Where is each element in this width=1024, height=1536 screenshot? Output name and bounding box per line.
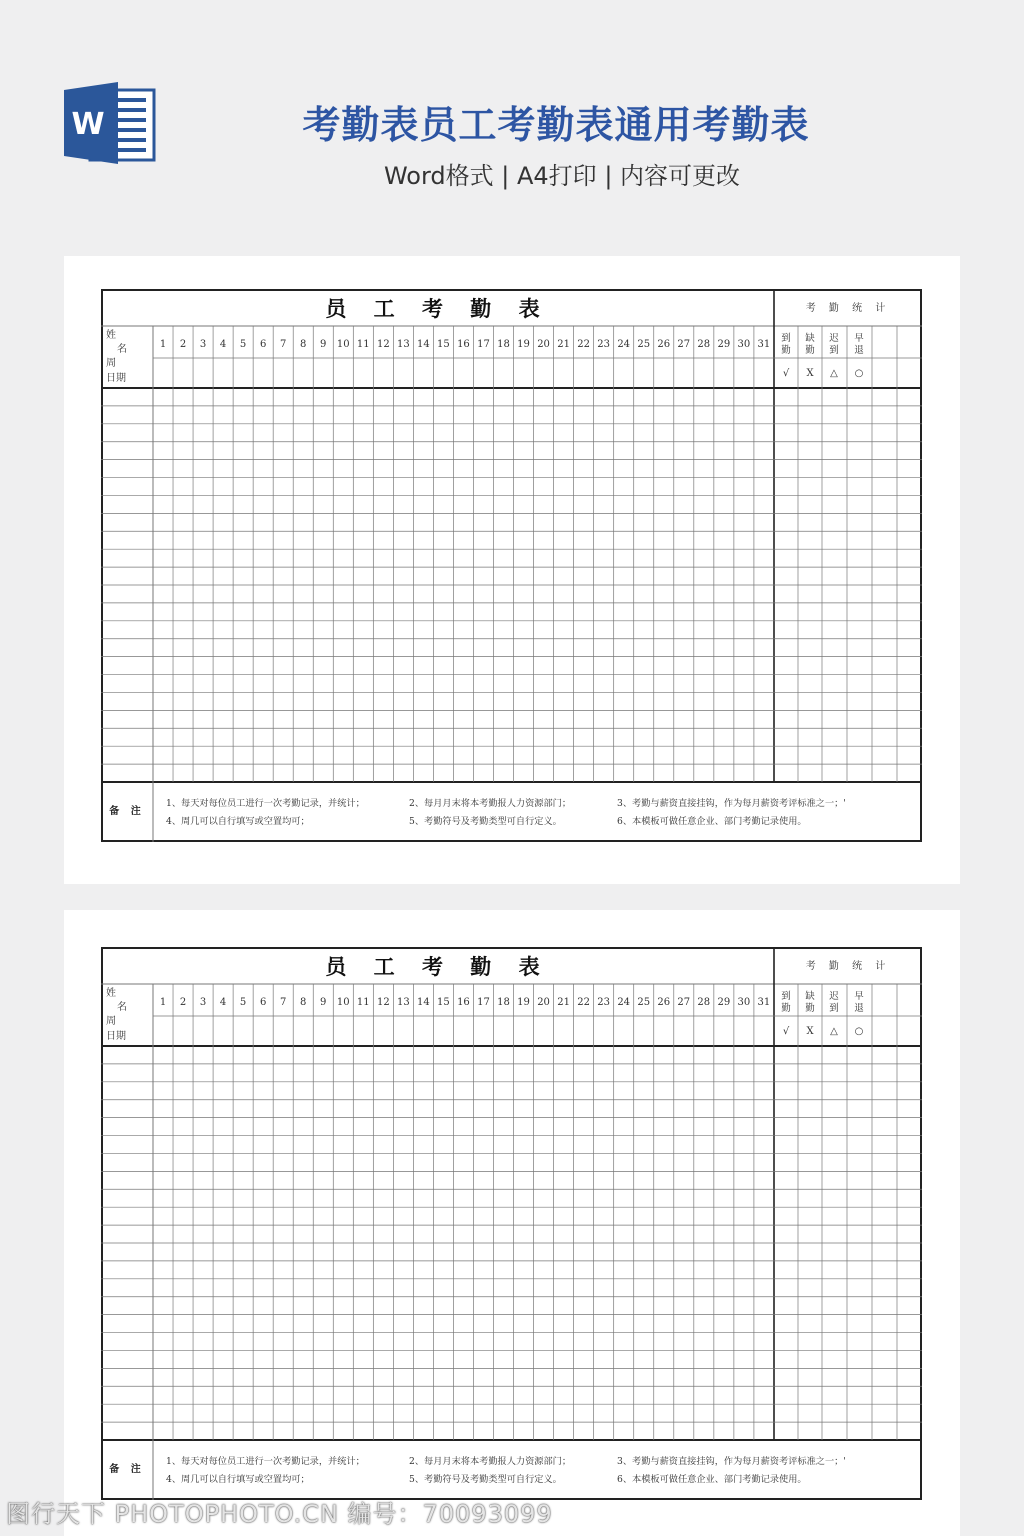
day-number: 4	[219, 339, 227, 350]
day-number: 30	[737, 997, 751, 1008]
day-number: 8	[300, 997, 307, 1008]
week-label: 周	[106, 358, 116, 369]
day-number: 20	[537, 997, 550, 1008]
word-icon-letter: W	[71, 107, 105, 142]
stat-symbol: ○	[854, 368, 864, 379]
day-number: 13	[396, 997, 410, 1008]
day-number: 26	[657, 997, 671, 1008]
name-label: 姓	[106, 988, 116, 999]
day-number: 25	[637, 997, 651, 1008]
day-number: 14	[417, 997, 430, 1008]
stat-column-label: 早 退	[854, 991, 864, 1014]
page-title: 考勤表员工考勤表通用考勤表	[302, 103, 810, 147]
stat-column-label: 迟 到	[829, 991, 839, 1014]
day-number: 22	[577, 339, 590, 350]
day-number: 20	[537, 339, 550, 350]
day-number: 1	[159, 997, 167, 1008]
day-number: 19	[517, 997, 530, 1008]
day-number: 7	[279, 339, 287, 350]
notes-label: 备 注	[109, 806, 145, 817]
stats-title: 考 勤 统 计	[805, 961, 891, 972]
note-item: 5、考勤符号及考勤类型可自行定义。	[409, 816, 562, 827]
stat-symbol: √	[782, 368, 790, 379]
name-label: 姓	[106, 330, 116, 341]
watermark: 图行天下 PHOTOPHOTO.CN 编号：70093099	[6, 1500, 553, 1528]
day-number: 29	[717, 997, 731, 1008]
day-number: 23	[597, 339, 611, 350]
day-number: 2	[179, 997, 187, 1008]
stat-column-label: 早 退	[854, 333, 864, 356]
day-number: 1	[159, 339, 167, 350]
day-number: 24	[617, 339, 631, 350]
day-number: 28	[697, 339, 711, 350]
name-label-2: 名	[117, 344, 127, 355]
stat-symbol: △	[830, 1026, 838, 1037]
day-number: 16	[457, 997, 470, 1008]
day-number: 18	[497, 997, 510, 1008]
day-number: 12	[376, 997, 390, 1008]
note-item: 5、考勤符号及考勤类型可自行定义。	[409, 1474, 562, 1485]
day-number: 29	[717, 339, 731, 350]
stat-symbol: X	[806, 368, 814, 379]
day-number: 15	[437, 997, 450, 1008]
stats-title: 考 勤 统 计	[805, 303, 891, 314]
day-number: 10	[336, 339, 350, 350]
form-title: 员 工 考 勤 表	[325, 955, 550, 979]
name-label-2: 名	[117, 1002, 127, 1013]
note-item: 3、考勤与薪资直接挂钩，作为每月薪资考评标准之一；'	[617, 798, 846, 809]
day-number: 25	[637, 339, 651, 350]
day-number: 19	[517, 339, 530, 350]
day-number: 16	[457, 339, 470, 350]
day-number: 10	[336, 997, 350, 1008]
day-number: 9	[320, 997, 327, 1008]
note-item: 1、每天对每位员工进行一次考勤记录，并统计；	[166, 798, 365, 809]
date-label: 日期	[106, 373, 126, 384]
notes-label: 备 注	[109, 1464, 145, 1475]
page-subtitle: Word格式 | A4打印 | 内容可更改	[383, 162, 741, 190]
stat-column-label: 迟 到	[829, 333, 839, 356]
day-number: 27	[677, 997, 691, 1008]
attendance-sheet-preview-2	[64, 910, 960, 1536]
stat-column-label: 到 勤	[781, 991, 791, 1014]
attendance-form	[101, 289, 922, 842]
day-number: 15	[437, 339, 450, 350]
day-number: 13	[396, 339, 410, 350]
day-number: 27	[677, 339, 691, 350]
form-title: 员 工 考 勤 表	[325, 297, 550, 321]
day-number: 6	[259, 339, 267, 350]
day-number: 2	[179, 339, 187, 350]
day-number: 30	[737, 339, 751, 350]
stat-column-label: 缺 勤	[805, 333, 815, 356]
note-item: 1、每天对每位员工进行一次考勤记录，并统计；	[166, 1456, 365, 1467]
day-number: 5	[239, 339, 247, 350]
day-number: 31	[757, 997, 771, 1008]
note-item: 2、每月月末将本考勤报人力资源部门；	[409, 798, 572, 809]
stat-symbol: X	[806, 1026, 814, 1037]
day-number: 4	[219, 997, 227, 1008]
stat-column-label: 缺 勤	[805, 991, 815, 1014]
day-number: 24	[617, 997, 631, 1008]
note-item: 2、每月月末将本考勤报人力资源部门；	[409, 1456, 572, 1467]
note-item: 6、本模板可做任意企业、部门考勤记录使用。	[617, 1474, 807, 1485]
note-item: 4、周几可以自行填写或空置均可；	[166, 1474, 310, 1485]
day-number: 9	[320, 339, 327, 350]
note-item: 3、考勤与薪资直接挂钩，作为每月薪资考评标准之一；'	[617, 1456, 846, 1467]
day-number: 18	[497, 339, 510, 350]
day-number: 31	[757, 339, 771, 350]
day-number: 8	[300, 339, 307, 350]
date-label: 日期	[106, 1031, 126, 1042]
day-number: 7	[279, 997, 287, 1008]
note-item: 6、本模板可做任意企业、部门考勤记录使用。	[617, 816, 807, 827]
day-number: 17	[477, 997, 490, 1008]
day-number: 6	[259, 997, 267, 1008]
day-number: 17	[477, 339, 490, 350]
stat-symbol: ○	[854, 1026, 864, 1037]
stat-column-label: 到 勤	[781, 333, 791, 356]
day-number: 21	[557, 339, 570, 350]
day-number: 22	[577, 997, 590, 1008]
day-number: 11	[356, 997, 370, 1008]
stat-symbol: √	[782, 1026, 790, 1037]
day-number: 3	[199, 997, 207, 1008]
day-number: 11	[356, 339, 370, 350]
day-number: 14	[417, 339, 430, 350]
day-number: 12	[376, 339, 390, 350]
note-item: 4、周几可以自行填写或空置均可；	[166, 816, 310, 827]
day-number: 23	[597, 997, 611, 1008]
attendance-form	[101, 947, 922, 1500]
week-label: 周	[106, 1016, 116, 1027]
day-number: 26	[657, 339, 671, 350]
stat-symbol: △	[830, 368, 838, 379]
day-number: 5	[239, 997, 247, 1008]
day-number: 28	[697, 997, 711, 1008]
day-number: 3	[199, 339, 207, 350]
attendance-sheet-preview-1	[64, 256, 960, 884]
day-number: 21	[557, 997, 570, 1008]
